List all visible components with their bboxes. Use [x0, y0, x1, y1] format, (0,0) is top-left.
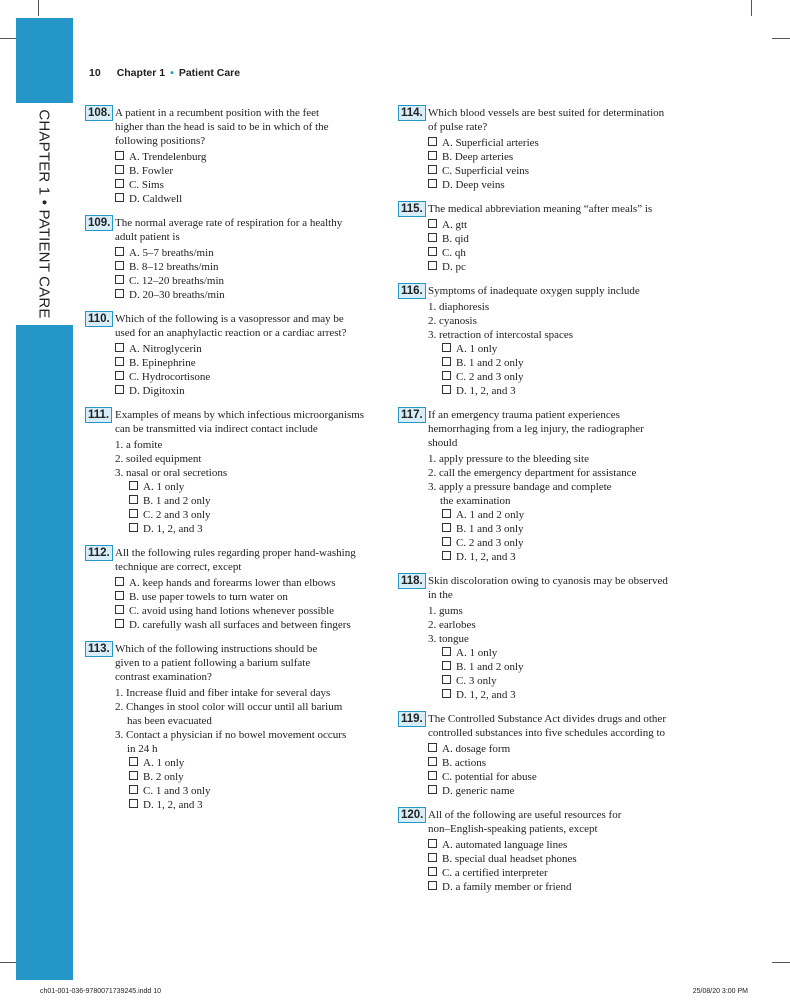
checkbox-icon[interactable] — [129, 523, 138, 532]
answer-option[interactable] — [398, 370, 698, 384]
question-stem-line: Symptoms of inadequate oxygen supply include — [428, 285, 640, 297]
numbered-item: has been evacuated — [127, 715, 212, 727]
checkbox-icon[interactable] — [129, 799, 138, 808]
question-stem-line: The medical abbreviation meaning “after meals” is — [428, 203, 653, 215]
answer-option-label: B. special dual headset phones — [442, 853, 577, 865]
answer-option[interactable] — [398, 356, 698, 370]
checkbox-icon[interactable] — [428, 219, 437, 228]
answer-list — [85, 342, 385, 398]
answer-option-label: B. Fowler — [129, 165, 173, 177]
answer-option-label: C. avoid using hand lotions whenever possible — [129, 605, 335, 617]
question-block — [85, 408, 385, 536]
numbered-item: 2. cyanosis — [428, 315, 477, 327]
question-block — [398, 808, 698, 894]
answer-option[interactable] — [398, 178, 698, 192]
question-stem-line: used for an anaphylactic reaction or a cardiac arrest? — [115, 327, 347, 339]
answer-option-label: A. automated language lines — [442, 839, 568, 851]
checkbox-icon[interactable] — [442, 661, 451, 670]
answer-option[interactable] — [85, 618, 385, 632]
answer-option-label: A. Trendelenburg — [129, 151, 207, 163]
crop-mark — [38, 0, 39, 16]
question-header — [398, 284, 698, 298]
answer-list — [398, 136, 698, 192]
answer-option[interactable] — [398, 550, 698, 564]
checkbox-icon[interactable] — [428, 881, 437, 890]
answer-option[interactable] — [398, 688, 698, 702]
checkbox-icon[interactable] — [428, 179, 437, 188]
answer-option[interactable] — [398, 218, 698, 232]
answer-option-label: A. gtt — [442, 219, 468, 231]
question-number: 112. — [85, 545, 113, 561]
answer-option[interactable] — [85, 522, 385, 536]
numbered-item: the examination — [440, 495, 511, 507]
answer-option-label: A. keep hands and forearms lower than elbows — [129, 577, 336, 589]
question-header — [85, 216, 385, 244]
checkbox-icon[interactable] — [129, 785, 138, 794]
answer-list — [85, 438, 385, 536]
answer-option[interactable] — [398, 342, 698, 356]
answer-option[interactable] — [398, 660, 698, 674]
footer-file: ch01-001-036-9780071739245.indd 10 — [40, 988, 162, 995]
answer-option-label: A. 5–7 breaths/min — [129, 247, 214, 259]
question-number: 117. — [398, 407, 426, 423]
checkbox-icon[interactable] — [115, 371, 124, 380]
answer-option-label: C. Superficial veins — [442, 165, 530, 177]
section-label: Patient Care — [178, 67, 241, 79]
answer-option[interactable] — [398, 838, 698, 852]
answer-option[interactable] — [85, 480, 385, 494]
answer-option[interactable] — [398, 646, 698, 660]
checkbox-icon[interactable] — [115, 275, 124, 284]
answer-option-label: C. qh — [442, 247, 466, 259]
checkbox-icon[interactable] — [115, 385, 124, 394]
question-stem-line: controlled substances into five schedules according to — [428, 727, 666, 739]
checkbox-icon[interactable] — [428, 151, 437, 160]
answer-option-label: D. 1, 2, and 3 — [143, 523, 203, 535]
answer-option[interactable] — [398, 784, 698, 798]
checkbox-icon[interactable] — [115, 247, 124, 256]
checkbox-icon[interactable] — [115, 605, 124, 614]
question-header — [85, 408, 385, 436]
answer-option-label: A. dosage form — [442, 743, 511, 755]
question-block — [398, 284, 698, 398]
checkbox-icon[interactable] — [129, 509, 138, 518]
question-stem-line: If an emergency trauma patient experiences — [428, 409, 620, 421]
question-stem-line: All the following rules regarding proper hand-washing — [115, 547, 356, 559]
question-stem-line: should — [428, 437, 458, 449]
answer-option[interactable] — [85, 604, 385, 618]
question-number: 114. — [398, 105, 426, 121]
answer-option-label: A. 1 and 2 only — [456, 509, 525, 521]
checkbox-icon[interactable] — [442, 689, 451, 698]
question-stem-line: technique are correct, except — [115, 561, 242, 573]
question-header — [398, 574, 698, 602]
question-block — [398, 712, 698, 798]
checkbox-icon[interactable] — [115, 343, 124, 352]
answer-option-label: B. 2 only — [143, 771, 184, 783]
answer-option[interactable] — [398, 742, 698, 756]
answer-option[interactable] — [85, 590, 385, 604]
answer-option-label: D. carefully wash all surfaces and between fingers — [129, 619, 351, 631]
answer-option-label: C. Hydrocortisone — [129, 371, 211, 383]
checkbox-icon[interactable] — [442, 647, 451, 656]
checkbox-icon[interactable] — [115, 165, 124, 174]
question-header — [398, 408, 698, 450]
crop-mark — [0, 962, 16, 963]
answer-option-label: B. use paper towels to turn water on — [129, 591, 288, 603]
question-number: 120. — [398, 807, 426, 823]
question-stem-line: Examples of means by which infectious microorganisms — [115, 409, 365, 421]
answer-option[interactable] — [398, 536, 698, 550]
question-stem-line: can be transmitted via indirect contact include — [115, 423, 318, 435]
question-stem-line: Which of the following instructions should be — [115, 643, 318, 655]
checkbox-icon[interactable] — [115, 179, 124, 188]
checkbox-icon[interactable] — [428, 839, 437, 848]
question-number: 111. — [85, 407, 112, 423]
answer-option[interactable] — [398, 232, 698, 246]
answer-list — [85, 686, 385, 812]
crop-mark — [751, 0, 752, 16]
answer-option[interactable] — [85, 494, 385, 508]
answer-option-label: B. 1 and 2 only — [456, 357, 524, 369]
answer-option[interactable] — [85, 508, 385, 522]
answer-option[interactable] — [85, 164, 385, 178]
question-stem-line: Which blood vessels are best suited for determination — [428, 107, 665, 119]
checkbox-icon[interactable] — [428, 165, 437, 174]
answer-option[interactable] — [85, 798, 385, 812]
answer-list — [85, 246, 385, 302]
answer-option[interactable] — [85, 370, 385, 384]
page-number: 10 — [89, 67, 101, 79]
answer-list — [398, 300, 698, 398]
question-header — [398, 712, 698, 740]
answer-option[interactable] — [398, 674, 698, 688]
answer-option-label: D. a family member or friend — [442, 881, 572, 893]
checkbox-icon[interactable] — [442, 537, 451, 546]
question-header — [85, 642, 385, 684]
question-block — [398, 408, 698, 564]
question-block — [85, 312, 385, 398]
question-stem-line: A patient in a recumbent position with the feet — [115, 107, 320, 119]
question-block — [398, 574, 698, 702]
answer-option-label: B. qid — [442, 233, 469, 245]
answer-option[interactable] — [398, 522, 698, 536]
answer-option[interactable] — [85, 384, 385, 398]
answer-option[interactable] — [398, 246, 698, 260]
answer-option-label: B. Deep arteries — [442, 151, 514, 163]
answer-option-label: C. 12–20 breaths/min — [129, 275, 225, 287]
question-number: 110. — [85, 311, 113, 327]
answer-option-label: B. 1 and 2 only — [143, 495, 211, 507]
checkbox-icon[interactable] — [442, 523, 451, 532]
question-stem-line: non–English-speaking patients, except — [428, 823, 598, 835]
question-stem-line: in the — [428, 589, 453, 601]
checkbox-icon[interactable] — [115, 289, 124, 298]
answer-option-label: C. 2 and 3 only — [456, 537, 524, 549]
checkbox-icon[interactable] — [428, 261, 437, 270]
question-header — [398, 202, 698, 216]
answer-option-label: C. 2 and 3 only — [456, 371, 524, 383]
checkbox-icon[interactable] — [115, 619, 124, 628]
answer-option-label: D. pc — [442, 261, 466, 273]
checkbox-icon[interactable] — [115, 151, 124, 160]
question-block — [85, 642, 385, 812]
answer-option-label: C. a certified interpreter — [442, 867, 548, 879]
answer-list — [85, 576, 385, 632]
question-stem-line: of pulse rate? — [428, 121, 488, 133]
question-header — [85, 312, 385, 340]
answer-option-label: A. Nitroglycerin — [129, 343, 202, 355]
answer-option[interactable] — [85, 192, 385, 206]
question-stem-line: The Controlled Substance Act divides drugs and other — [428, 713, 666, 725]
checkbox-icon[interactable] — [428, 743, 437, 752]
numbered-item: 3. Contact a physician if no bowel movement occurs — [115, 729, 347, 741]
checkbox-icon[interactable] — [129, 481, 138, 490]
answer-list — [398, 452, 698, 564]
question-stem-line: adult patient is — [115, 231, 180, 243]
checkbox-icon[interactable] — [428, 233, 437, 242]
answer-option[interactable] — [398, 164, 698, 178]
footer-date: 25/08/20 3:00 PM — [692, 988, 748, 995]
question-column-right — [398, 106, 698, 904]
question-header — [85, 546, 385, 574]
checkbox-icon[interactable] — [442, 385, 451, 394]
numbered-item: 3. retraction of intercostal spaces — [428, 329, 574, 341]
answer-option-label: D. Caldwell — [129, 193, 183, 205]
answer-option[interactable] — [398, 770, 698, 784]
answer-option-label: A. 1 only — [143, 757, 185, 769]
numbered-item: 3. tongue — [428, 633, 469, 645]
chapter-side-tab-label: CHAPTER 1 • PATIENT CARE — [35, 109, 53, 319]
answer-option[interactable] — [398, 384, 698, 398]
answer-option[interactable] — [85, 260, 385, 274]
question-block — [85, 106, 385, 206]
answer-option[interactable] — [85, 356, 385, 370]
question-number: 115. — [398, 201, 426, 217]
answer-option-label: C. 3 only — [456, 675, 497, 687]
header-separator: • — [170, 67, 174, 79]
answer-option-label: D. Deep veins — [442, 179, 505, 191]
answer-option[interactable] — [398, 136, 698, 150]
numbered-item: 3. nasal or oral secretions — [115, 467, 228, 479]
question-header — [398, 106, 698, 134]
question-number: 113. — [85, 641, 113, 657]
numbered-item: 2. Changes in stool color will occur until all barium — [115, 701, 343, 713]
numbered-item: 1. apply pressure to the bleeding site — [428, 453, 589, 465]
question-block — [398, 106, 698, 192]
question-header — [85, 106, 385, 148]
answer-option[interactable] — [398, 880, 698, 894]
question-number: 108. — [85, 105, 113, 121]
answer-list — [398, 742, 698, 798]
crop-mark — [772, 962, 790, 963]
answer-option-label: D. 20–30 breaths/min — [129, 289, 225, 301]
answer-option-label: D. Digitoxin — [129, 385, 185, 397]
answer-option-label: D. 1, 2, and 3 — [456, 385, 516, 397]
checkbox-icon[interactable] — [129, 495, 138, 504]
numbered-item: 3. apply a pressure bandage and complete — [428, 481, 612, 493]
question-stem-line: Which of the following is a vasopressor and may be — [115, 313, 344, 325]
numbered-item: 1. diaphoresis — [428, 301, 490, 313]
question-stem-line: following positions? — [115, 135, 206, 147]
answer-option-label: C. 1 and 3 only — [143, 785, 211, 797]
answer-option[interactable] — [85, 784, 385, 798]
answer-option-label: D. generic name — [442, 785, 515, 797]
checkbox-icon[interactable] — [442, 509, 451, 518]
checkbox-icon[interactable] — [115, 357, 124, 366]
question-column-left — [85, 106, 385, 822]
answer-option[interactable] — [85, 342, 385, 356]
numbered-item: 1. a fomite — [115, 439, 163, 451]
answer-option[interactable] — [85, 576, 385, 590]
question-stem-line: hemorrhaging from a leg injury, the radiographer — [428, 423, 644, 435]
answer-option[interactable] — [85, 150, 385, 164]
numbered-item: 2. call the emergency department for assistance — [428, 467, 637, 479]
answer-option[interactable] — [85, 288, 385, 302]
answer-list — [398, 218, 698, 274]
numbered-item: 1. Increase fluid and fiber intake for several days — [115, 687, 331, 699]
crop-mark — [0, 38, 16, 39]
answer-list — [85, 150, 385, 206]
answer-option-label: C. potential for abuse — [442, 771, 537, 783]
answer-option[interactable] — [398, 852, 698, 866]
answer-option-label: D. 1, 2, and 3 — [456, 689, 516, 701]
answer-option-label: B. actions — [442, 757, 486, 769]
answer-option[interactable] — [398, 150, 698, 164]
answer-option-label: D. 1, 2, and 3 — [456, 551, 516, 563]
answer-option[interactable] — [398, 866, 698, 880]
chapter-label: Chapter 1 — [116, 67, 166, 79]
answer-option[interactable] — [85, 274, 385, 288]
question-stem-line: The normal average rate of respiration for a healthy — [115, 217, 343, 229]
checkbox-icon[interactable] — [428, 853, 437, 862]
running-header — [89, 67, 240, 79]
checkbox-icon[interactable] — [129, 771, 138, 780]
answer-option-label: A. 1 only — [456, 647, 498, 659]
answer-list — [398, 838, 698, 894]
checkbox-icon[interactable] — [442, 551, 451, 560]
question-stem-line: higher than the head is said to be in which of the — [115, 121, 329, 133]
answer-option[interactable] — [398, 508, 698, 522]
answer-option-label: B. 1 and 3 only — [456, 523, 524, 535]
question-number: 116. — [398, 283, 426, 299]
answer-option[interactable] — [85, 756, 385, 770]
answer-option[interactable] — [85, 178, 385, 192]
answer-option-label: B. 1 and 2 only — [456, 661, 524, 673]
checkbox-icon[interactable] — [428, 137, 437, 146]
checkbox-icon[interactable] — [115, 193, 124, 202]
answer-option-label: B. Epinephrine — [129, 357, 196, 369]
answer-option-label: C. 2 and 3 only — [143, 509, 211, 521]
question-block — [85, 546, 385, 632]
answer-option[interactable] — [398, 260, 698, 274]
question-block — [85, 216, 385, 302]
answer-option-label: A. Superficial arteries — [442, 137, 539, 149]
checkbox-icon[interactable] — [442, 371, 451, 380]
question-stem-line: given to a patient following a barium sulfate — [115, 657, 311, 669]
checkbox-icon[interactable] — [115, 577, 124, 586]
question-number: 118. — [398, 573, 426, 589]
question-stem-line: All of the following are useful resources for — [428, 809, 622, 821]
numbered-item: 2. earlobes — [428, 619, 476, 631]
answer-option-label: C. Sims — [129, 179, 164, 191]
checkbox-icon[interactable] — [428, 867, 437, 876]
checkbox-icon[interactable] — [115, 261, 124, 270]
checkbox-icon[interactable] — [428, 247, 437, 256]
checkbox-icon[interactable] — [129, 757, 138, 766]
checkbox-icon[interactable] — [115, 591, 124, 600]
answer-option[interactable] — [85, 246, 385, 260]
question-stem-line: contrast examination? — [115, 671, 212, 683]
answer-option-label: B. 8–12 breaths/min — [129, 261, 219, 273]
checkbox-icon[interactable] — [428, 757, 437, 766]
answer-option-label: D. 1, 2, and 3 — [143, 799, 203, 811]
checkbox-icon[interactable] — [428, 785, 437, 794]
question-block — [398, 202, 698, 274]
crop-mark — [772, 38, 790, 39]
numbered-item: 1. gums — [428, 605, 463, 617]
numbered-item: in 24 h — [127, 743, 158, 755]
numbered-item: 2. soiled equipment — [115, 453, 202, 465]
answer-option[interactable] — [85, 770, 385, 784]
answer-option-label: A. 1 only — [456, 343, 498, 355]
question-number: 109. — [85, 215, 113, 231]
answer-option[interactable] — [398, 756, 698, 770]
question-stem-line: Skin discoloration owing to cyanosis may be observed — [428, 575, 668, 587]
question-header — [398, 808, 698, 836]
checkbox-icon[interactable] — [442, 675, 451, 684]
question-number: 119. — [398, 711, 426, 727]
checkbox-icon[interactable] — [428, 771, 437, 780]
answer-list — [398, 604, 698, 702]
answer-option-label: A. 1 only — [143, 481, 185, 493]
checkbox-icon[interactable] — [442, 343, 451, 352]
checkbox-icon[interactable] — [442, 357, 451, 366]
